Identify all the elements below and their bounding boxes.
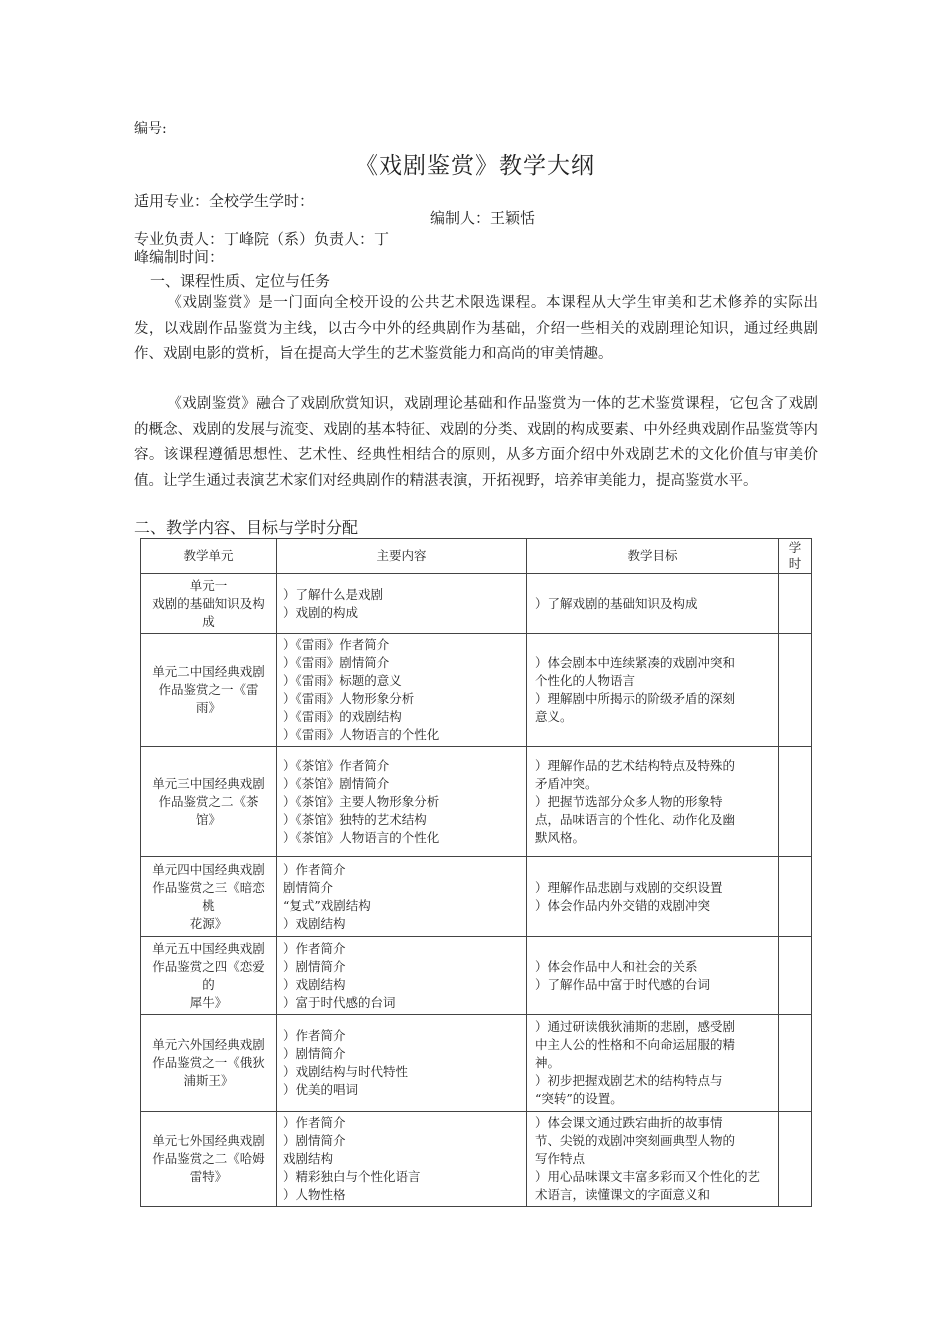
- content-cell-line: ）《茶馆》剧情简介: [283, 775, 390, 791]
- unit-cell: [141, 747, 277, 857]
- unit-cell-line: 单元五中国经典戏剧: [152, 940, 265, 956]
- content-cell-line: ）《雷雨》剧情简介: [283, 655, 390, 670]
- goal-cell-line: ）理解作品的艺术结构特点及特殊的: [535, 757, 736, 773]
- hours-cell: [779, 857, 812, 937]
- content-cell: [277, 1112, 527, 1207]
- unit-cell: [141, 574, 277, 634]
- goal-cell-line: ）通过研读俄狄浦斯的悲剧，感受剧: [535, 1019, 736, 1034]
- unit-cell-line: 作品鉴赏之二《哈姆: [152, 1151, 265, 1166]
- unit-cell-line: 单元七外国经典戏剧: [152, 1133, 265, 1148]
- unit-cell-line: 雨》: [195, 700, 221, 715]
- goal-cell-line: 矛盾冲突。: [535, 775, 598, 791]
- table-row: [141, 1112, 812, 1207]
- goal-cell-line: 节、尖锐的戏剧冲突刻画典型人物的: [535, 1133, 736, 1148]
- content-cell-line: ）《雷雨》的戏剧结构: [283, 709, 402, 724]
- goal-cell-line: ）理解作品悲剧与戏剧的交织设置: [535, 879, 723, 895]
- goal-cell-line: ）用心品味课文丰富多彩而又个性化的艺: [535, 1169, 761, 1184]
- content-cell-line: ）优美的唱词: [283, 1082, 359, 1097]
- content-cell-line: ）剧情简介: [283, 958, 346, 974]
- content-cell-line: ）了解什么是戏剧: [283, 586, 384, 602]
- unit-cell-line: 单元一: [189, 577, 228, 593]
- content-cell-line: ）剧情简介: [283, 1046, 346, 1061]
- table-row: [141, 1015, 812, 1112]
- unit-cell-line: 成: [202, 613, 215, 629]
- unit-cell-line: 作品鉴赏之三《暗恋: [152, 879, 265, 895]
- content-cell-line: ）戏剧结构: [283, 915, 346, 931]
- goal-cell-line: 神。: [535, 1055, 561, 1070]
- goal-cell-line: ）了解作品中富于时代感的台词: [535, 976, 711, 992]
- unit-cell-line: 单元六外国经典戏剧: [152, 1037, 265, 1052]
- unit-cell-line: 的: [202, 976, 215, 992]
- goal-cell-line: ）体会作品内外交错的戏剧冲突: [535, 897, 711, 913]
- content-cell-line: ）《雷雨》标题的意义: [283, 673, 402, 688]
- goal-cell: [527, 937, 779, 1015]
- goal-cell-line: “突转”的设置。: [535, 1091, 623, 1106]
- content-cell-line: ）《雷雨》人物形象分析: [283, 691, 415, 706]
- hours-cell: [779, 634, 812, 747]
- content-cell-line: ）作者简介: [283, 1028, 346, 1043]
- column-header-hours: [779, 539, 812, 574]
- column-header-content: 主要内容: [277, 539, 527, 574]
- table-row: [141, 634, 812, 747]
- content-cell-line: ）作者简介: [283, 861, 346, 877]
- goal-cell-line: 默风格。: [535, 829, 586, 845]
- column-header-goal: 教学目标: [527, 539, 779, 574]
- content-cell-line: ）作者简介: [283, 940, 346, 956]
- goal-cell-line: ）体会作品中人和社会的关系: [535, 958, 698, 974]
- table-row: [141, 937, 812, 1015]
- unit-cell-line: 单元三中国经典戏剧: [152, 775, 265, 791]
- unit-cell-line: 浦斯王》: [183, 1073, 234, 1088]
- unit-cell-line: 花源》: [189, 915, 228, 931]
- goal-cell: [527, 747, 779, 857]
- table-body: [141, 574, 812, 1207]
- goal-cell-line: ）体会剧本中连续紧凑的戏剧冲突和: [535, 655, 736, 670]
- goal-cell: [527, 857, 779, 937]
- unit-cell-line: 作品鉴赏之一《俄狄: [152, 1055, 265, 1070]
- unit-cell: [141, 857, 277, 937]
- goal-cell: [527, 634, 779, 747]
- content-cell-line: ）戏剧结构: [283, 976, 346, 992]
- content-cell: [277, 1015, 527, 1112]
- hours-cell: [779, 1015, 812, 1112]
- content-cell-line: ）戏剧的构成: [283, 604, 359, 620]
- content-cell-line: ）剧情简介: [283, 1133, 346, 1148]
- goal-cell-line: 中主人公的性格和不向命运屈服的精: [535, 1037, 736, 1052]
- content-cell-line: ）《雷雨》人物语言的个性化: [283, 727, 440, 742]
- goal-cell: [527, 1015, 779, 1112]
- goal-cell-line: 点，品味语言的个性化、动作化及幽: [535, 811, 736, 827]
- content-cell-line: ）戏剧结构与时代特性: [283, 1064, 409, 1079]
- unit-cell-line: 单元二中国经典戏剧: [152, 664, 265, 679]
- column-header-unit: 教学单元: [141, 539, 277, 574]
- unit-cell-line: 馆》: [195, 811, 221, 827]
- goal-cell: [527, 574, 779, 634]
- table-row: [141, 857, 812, 937]
- page-title: 《戏剧鉴赏》教学大纲: [355, 153, 595, 179]
- content-cell-line: ）《茶馆》人物语言的个性化: [283, 829, 440, 845]
- goal-cell-line: 意义。: [535, 709, 573, 724]
- unit-cell-line: 桃: [202, 897, 215, 913]
- content-cell-line: ）《茶馆》主要人物形象分析: [283, 793, 440, 809]
- unit-cell: [141, 634, 277, 747]
- unit-cell-line: 作品鉴赏之四《恋爱: [152, 958, 265, 974]
- content-cell: [277, 634, 527, 747]
- unit-cell-line: 单元四中国经典戏剧: [152, 861, 265, 877]
- unit-cell-line: 犀牛》: [189, 994, 228, 1010]
- section1-heading: 一、课程性质、定位与任务: [150, 272, 331, 290]
- content-cell: [277, 857, 527, 937]
- goal-cell-line: 术语言，读懂课文的字面意义和: [535, 1187, 711, 1202]
- content-cell-line: ）《茶馆》独特的艺术结构: [283, 811, 427, 827]
- content-cell-line: ）精彩独白与个性化语言: [283, 1169, 421, 1184]
- unit-cell-line: 雷特》: [189, 1169, 228, 1184]
- hours-cell: [779, 747, 812, 857]
- content-cell-line: ）富于时代感的台词: [283, 994, 396, 1010]
- table-row: [141, 747, 812, 857]
- table-row: [141, 574, 812, 634]
- unit-cell: [141, 937, 277, 1015]
- content-cell: [277, 747, 527, 857]
- table-header-row: [141, 539, 812, 574]
- responsible-person-line: 专业负责人：丁峰院（系）负责人：丁: [134, 230, 390, 248]
- section2-heading: 二、教学内容、目标与学时分配: [134, 518, 359, 537]
- document-number-label: 编号:: [134, 121, 167, 137]
- unit-cell-line: 戏剧的基础知识及构: [152, 595, 265, 611]
- hours-cell: [779, 937, 812, 1015]
- unit-cell: [141, 1015, 277, 1112]
- column-header-hours-text: 学 时: [788, 540, 802, 571]
- goal-cell-line: ）把握节选部分众多人物的形象特: [535, 793, 723, 809]
- unit-cell: [141, 1112, 277, 1207]
- content-cell-line: ）《雷雨》作者简介: [283, 637, 390, 652]
- unit-cell-line: 作品鉴赏之二《茶: [158, 793, 259, 809]
- goal-cell: [527, 1112, 779, 1207]
- goal-cell-line: ）体会课文通过跌宕曲折的故事情: [535, 1115, 723, 1130]
- content-cell-line: ）作者简介: [283, 1115, 346, 1130]
- content-cell: [277, 574, 527, 634]
- content-cell: [277, 937, 527, 1015]
- compile-time-line: 峰编制时间：: [134, 248, 225, 266]
- goal-cell-line: ）初步把握戏剧艺术的结构特点与: [535, 1073, 723, 1088]
- section1-paragraph-2: 《戏剧鉴赏》融合了戏剧欣赏知识，戏剧理论基础和作品鉴赏为一体的艺术鉴赏课程，它包含了戏剧的概念、戏剧的发展与流变、戏剧的基本特征、戏剧的分类、戏剧的构成要素、中外经典戏剧作品鉴赏等内容。该课程遵循思想性、艺术性、经典性相结合的原则，从多方面介绍中外戏剧艺术的文化价值与审美价值。让学生通过表演艺术家们对经典剧作的精湛表演，开拓视野，培养审美能力，提高鉴赏水平。: [134, 396, 818, 489]
- hours-cell: [779, 1112, 812, 1207]
- content-cell-line: “复式”戏剧结构: [283, 897, 371, 913]
- applicable-major-line: 适用专业：全校学生学时：: [134, 192, 315, 210]
- hours-cell: [779, 574, 812, 634]
- goal-cell-line: 写作特点: [535, 1151, 586, 1166]
- content-cell-line: 剧情简介: [283, 879, 334, 895]
- goal-cell-line: ）了解戏剧的基础知识及构成: [535, 595, 698, 611]
- section1-paragraph-1: 《戏剧鉴赏》是一门面向全校开设的公共艺术限选课程。本课程从大学生审美和艺术修养的实际出发，以戏剧作品鉴赏为主线，以古今中外的经典剧作为基础，介绍一些相关的戏剧理论知识，通过经典剧作、戏剧电影的赏析，旨在提高大学生的艺术鉴赏能力和高尚的审美情趣。: [134, 295, 818, 362]
- goal-cell-line: ）理解剧中所揭示的阶级矛盾的深刻: [535, 691, 736, 706]
- content-cell-line: ）人物性格: [283, 1187, 346, 1202]
- compiler-line: 编制人：王颖恬: [430, 209, 536, 227]
- goal-cell-line: 个性化的人物语言: [535, 673, 636, 688]
- content-cell-line: ）《茶馆》作者简介: [283, 757, 390, 773]
- content-cell-line: 戏剧结构: [283, 1151, 334, 1166]
- teaching-content-table: [140, 538, 812, 1207]
- unit-cell-line: 作品鉴赏之一《雷: [158, 682, 259, 697]
